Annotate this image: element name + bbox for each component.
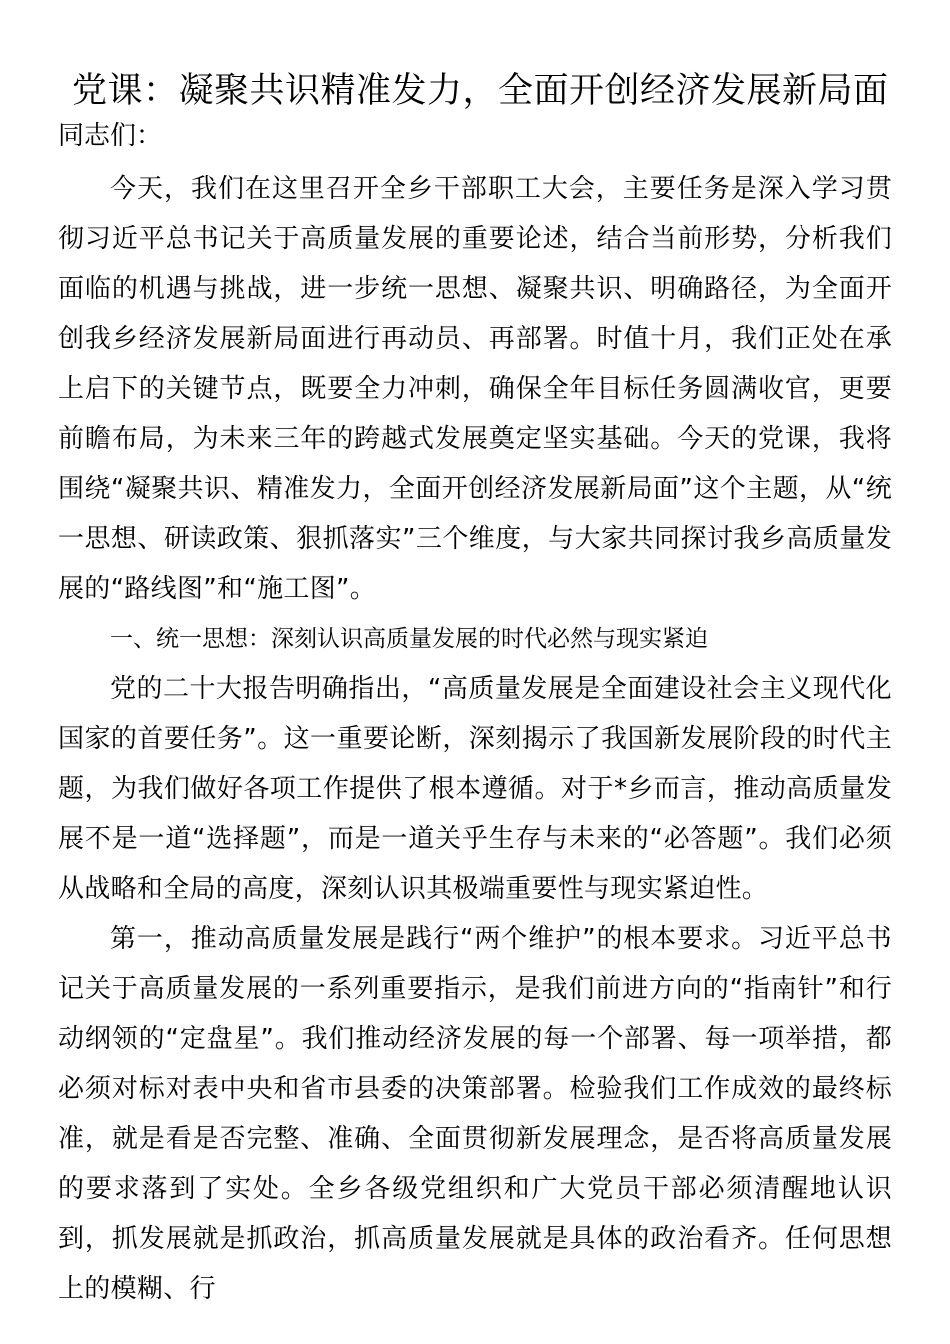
paragraph-first-point: 第一，推动高质量发展是践行“两个维护”的根本要求。习近平总书记关于高质量发展的一系列重要指示，是我们前进方向的“指南针”和行动纲领的“定盘星”。我们推动经济发展的每一个部署、每一项举措，都必须对标对表中央和省市县委的决策部署。检验我们工作成效的最终标准，就是看是否完整、准确、全面贯彻新发展理念，是否将高质量发展的要求落到了实处。全乡各级党组织和广大党员干部必须清醒地认识到，抓发展就是抓政治，抓高质量发展就是具体的政治看齐。任何思想上的模糊、行 xyxy=(58,924,892,1304)
document-page xyxy=(58,66,892,1314)
paragraph-intro: 今天，我们在这里召开全乡干部职工大会，主要任务是深入学习贯彻习近平总书记关于高质量发展的重要论述，结合当前形势，分析我们面临的机遇与挑战，进一步统一思想、凝聚共识、明确路径，为全面开创我乡经济发展新局面进行再动员、再部署。时值十月，我们正处在承上启下的关键节点，既要全力冲刺，确保全年目标任务圆满收官，更要前瞻布局，为未来三年的跨越式发展奠定坚实基础。今天的党课，我将围绕“凝聚共识、精准发力，全面开创经济发展新局面”这个主题，从“统一思想、研读政策、狠抓落实”三个维度，与大家共同探讨我乡高质量发展的“路线图”和“施工图”。 xyxy=(58,174,892,604)
greeting: 同志们： xyxy=(58,121,163,151)
paragraph-section-1: 党的二十大报告明确指出，“高质量发展是全面建设社会主义现代化国家的首要任务”。这一重要论断，深刻揭示了我国新发展阶段的时代主题，为我们做好各项工作提供了根本遵循。对于*乡而言，推动高质量发展不是一道“选择题”，而是一道关乎生存与未来的“必答题”。我们必须从战略和全局的高度，深刻认识其极端重要性与现实紧迫性。 xyxy=(58,674,892,904)
document-title: 党课：凝聚共识精准发力，全面开创经济发展新局面 xyxy=(72,71,889,111)
section-heading: 一、统一思想：深刻认识高质量发展的时代必然与现实紧迫 xyxy=(110,626,708,652)
